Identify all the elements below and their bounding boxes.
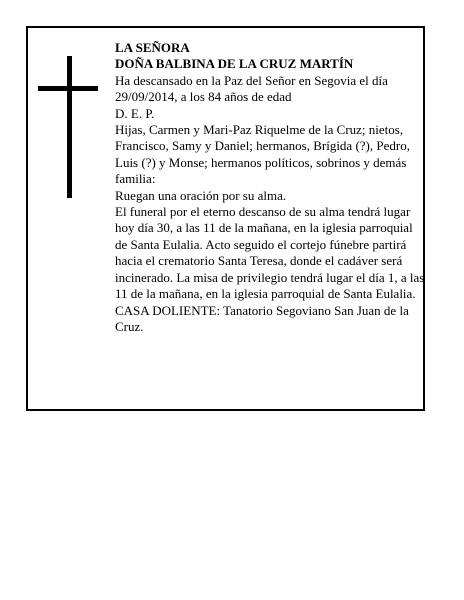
cross-vertical-bar [67, 56, 72, 198]
obituary-notice [26, 26, 425, 411]
death-info: Ha descansado en la Paz del Señor en Segovia el día 29/09/2014, a los 84 años de edad [115, 72, 388, 105]
obituary-text [115, 40, 425, 335]
family-list: Hijas, Carmen y Mari-Paz Riquelme de la Cruz; nietos, Francisco, Samy y Daniel; hermanos, Brígida (?), Pedro, Luis (?) y Monse; hermanos políticos, sobrinos y demás familia: [115, 122, 410, 187]
casa-doliente: CASA DOLIENTE: Tanatorio Segoviano San Juan de la Cruz. [115, 302, 409, 334]
deceased-name: DOÑA BALBINA DE LA CRUZ MARTÍN [115, 56, 354, 72]
dep-line: D. E. P. [115, 105, 155, 121]
cross-horizontal-bar [38, 86, 98, 91]
prayer-request: Ruegan una oración por su alma. [115, 187, 287, 203]
heading-title: LA SEÑORA [115, 40, 190, 55]
funeral-details: El funeral por el eterno descanso de su alma tendrá lugar hoy día 30, a las 11 de la mañana, en la iglesia parroquial de Santa Eulalia. Acto seguido el cortejo fúnebre partirá hacia el crematorio Santa Teresa, donde el cadáver será incinerado. La misa de privilegio tendrá lugar el día 1, a las 11 de la mañana, en la iglesia parroquial de Santa Eulalia. [115, 204, 425, 302]
